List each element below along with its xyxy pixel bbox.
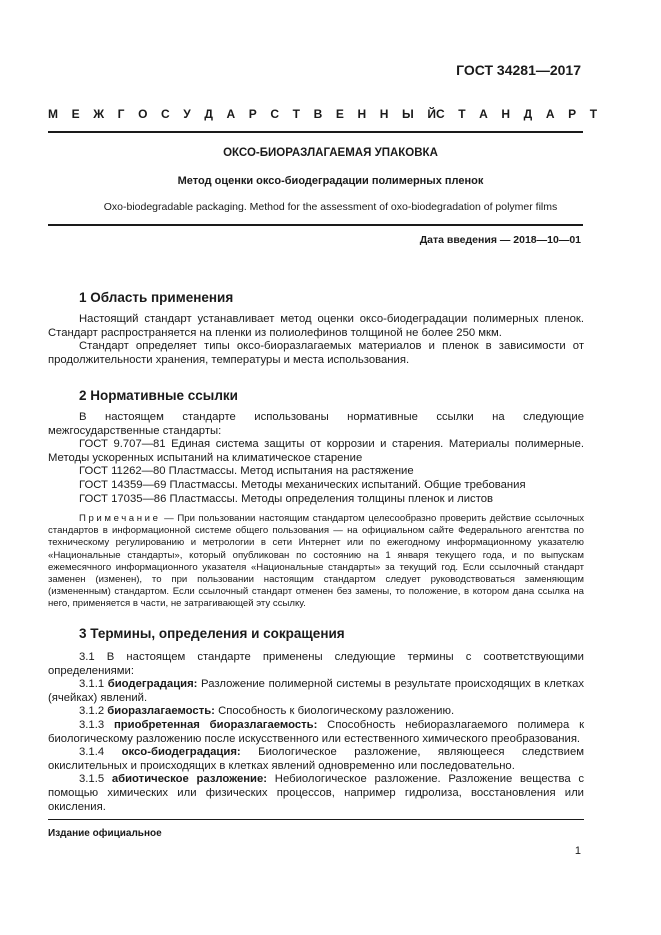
term-definition: Способность к биологическому разложению. [214,705,455,718]
banner-letter: М [48,107,58,121]
section-1-heading: 1 Область применения [79,290,234,305]
introduction-date: Дата введения — 2018—10—01 [419,234,581,246]
banner-letter: Ж [93,107,105,121]
term-name: абиотическое разложение: [111,773,268,786]
normative-reference: ГОСТ 14359—69 Пластмассы. Методы механических испытаний. Общие требования [79,478,526,491]
term-name: приобретенная биоразлагаемость: [113,718,318,731]
normative-reference: ГОСТ 11262—80 Пластмассы. Метод испытания на растяжение [79,465,414,478]
banner-letter: Т [589,107,598,121]
banner-letter: Й [427,107,436,121]
banner-letter: Е [335,107,344,121]
standard-number: ГОСТ 34281—2017 [456,62,581,78]
term-name: оксо-биодеградация: [121,746,241,759]
note-block [48,513,584,611]
note-label: Примечание [79,513,161,524]
banner-letter: Р [248,107,257,121]
banner-letter: С [435,107,445,121]
banner-letter: Н [357,107,367,121]
term-number: 3.1.1 [79,678,108,691]
section-1-body [48,313,584,367]
term-entry [48,746,584,773]
term-definition: Способность небиоразлагаемого полимера к биологическому разложению после искусственного или естественного химического преобразования. [48,718,585,745]
section-3-intro: 3.1 В настоящем стандарте применены следующие термины с соответствующими определениями: [48,651,584,677]
banner-letter: Д [523,107,533,121]
banner-letter: Н [501,107,511,121]
document-subtitle: Метод оценки оксо-биодеградации полимерных пленок [177,175,484,187]
term-number: 3.1.5 [79,773,112,786]
normative-reference: ГОСТ 17035—86 Пластмассы. Методы определения толщины пленок и листов [79,492,494,505]
title-rule [48,224,583,226]
interstate-word-2 [436,107,597,121]
section-2-intro: В настоящем стандарте использованы нормативные ссылки на следующие межгосударственные стандарты: [48,411,584,437]
term-number: 3.1.4 [79,746,122,759]
term-name: биоразлагаемость: [107,705,215,718]
banner-letter: Ы [401,107,414,121]
banner-letter: Н [379,107,389,121]
banner-letter: Т [458,107,466,121]
footer-rule [48,819,584,820]
term-name: биодеградация: [107,678,198,691]
section-2-body [48,411,584,506]
banner-letter: А [479,107,488,121]
interstate-word-1 [48,107,436,121]
official-edition-label: Издание официальное [48,828,162,839]
section-3-heading: 3 Термины, определения и сокращения [79,626,345,641]
banner-letter: Р [568,107,577,121]
term-entry [48,719,584,746]
term-entry [48,773,584,814]
term-definition: Разложение полимерной системы в результате происходящих в клетках (ячейках) явлений. [48,678,585,704]
term-number: 3.1.2 [79,705,108,718]
note-text: — При пользовании настоящим стандартом целесообразно проверить действие ссылочных стандартов в информационной системе общего пользования — на официальном сайте Федерального агентства по техническому регулированию и метрологии в сети Интернет или по ежегодному информационному указателю «Национальные стандарты», который опубликован по состоянию на 1 января текущего года, и по выпускам ежемесячного информационного указателя «Национальные стандарты» за текущий год. Если ссылочный стандарт заменен (изменен), то при пользовании настоящим стандартом следует руководствоваться заменяющим (измененным) стандартом. Если ссылочный стандарт отменен без замены, то положение, в котором дана ссылка на него, применяется в части, не затрагивающей эту ссылку. [48,513,584,610]
section-1-paragraph-1: Настоящий стандарт устанавливает метод оценки оксо-биодеградации полимерных пленок. Стандарт распространяется на пленки из полиолефинов толщиной не более 250 мкм. [48,313,584,339]
term-entry [48,705,584,719]
header-rule [48,131,583,133]
banner-letter: А [226,107,236,121]
banner-letter: С [161,107,170,121]
term-number: 3.1.3 [79,718,114,731]
banner-letter: Т [292,107,300,121]
banner-letter: Е [71,107,80,121]
banner-letter: Д [204,107,213,121]
term-entry [48,678,584,705]
section-3-body [48,651,584,814]
banner-letter: У [183,107,191,121]
section-2-heading: 2 Нормативные ссылки [79,388,238,403]
interstate-standard-banner [48,107,598,121]
normative-reference: ГОСТ 9.707—81 Единая система защиты от коррозии и старения. Материалы полимерные. Методы ускоренных испытаний на климатическое старение [48,438,584,464]
banner-letter: Г [117,107,125,121]
document-title: ОКСО-БИОРАЗЛАГАЕМАЯ УПАКОВКА [223,147,438,159]
banner-letter: В [313,107,323,121]
page-number: 1 [574,845,581,857]
term-definition: Биологическое разложение, являющееся следствием окислительных и происходящих в клетках явлений одновременно или последовательно. [48,746,585,772]
section-1-paragraph-2: Стандарт определяет типы оксо-биоразлагаемых материалов и пленок в зависимости от продолжительности хранения, температуры и места использования. [48,340,584,366]
banner-letter: С [270,107,280,121]
banner-letter: А [545,107,555,121]
banner-letter: О [138,107,148,121]
english-title: Oxo-biodegradable packaging. Method for the assessment of oxo-biodegradation of polymer films [103,201,558,213]
term-definition: Небиологическое разложение. Разложение вещества с помощью химических или физических процессов, например гидролиза, восстановления или окисления. [48,773,584,813]
